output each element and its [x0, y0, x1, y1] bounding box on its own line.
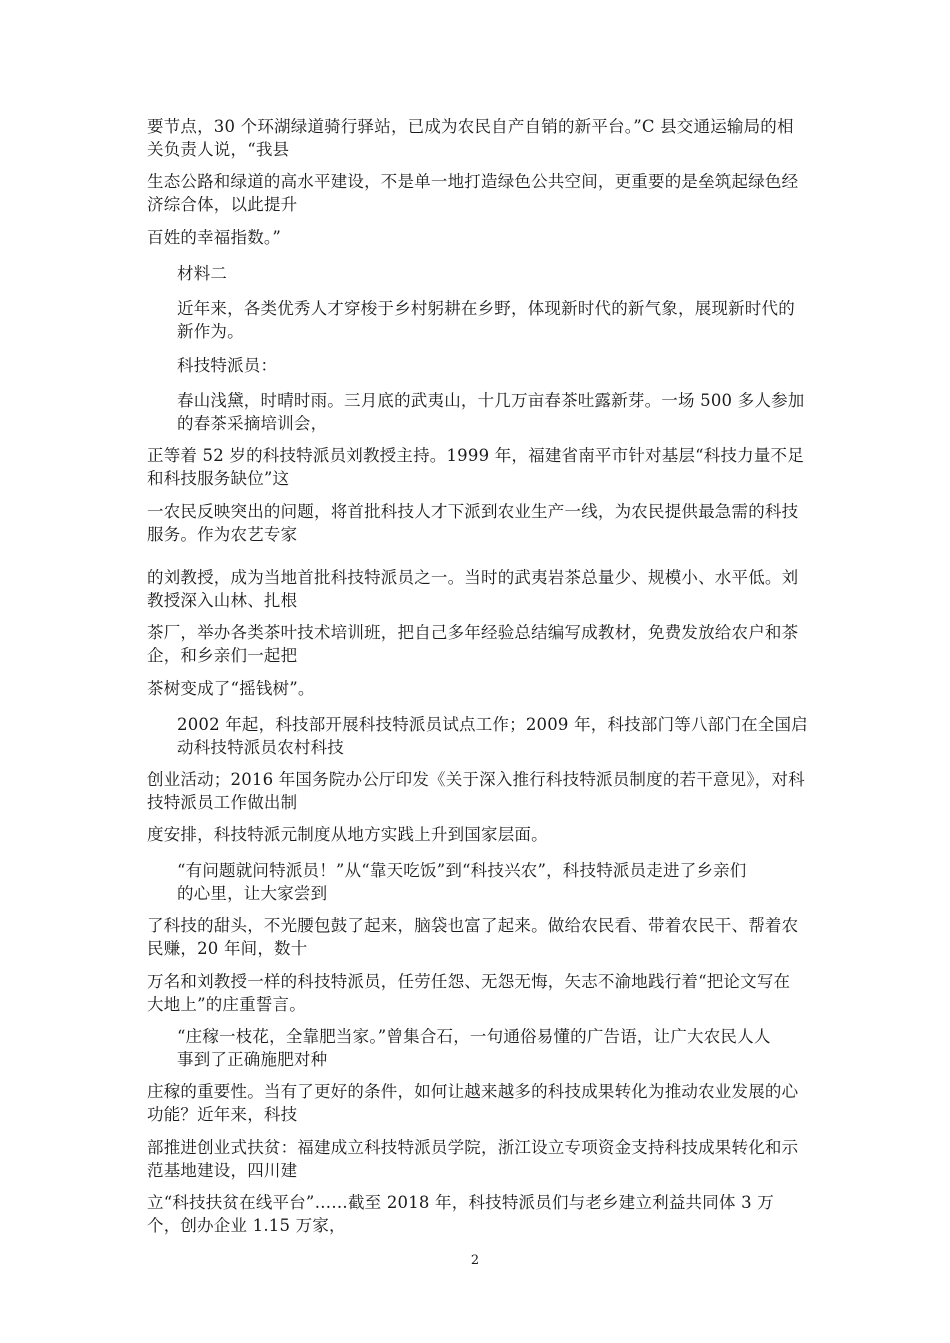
paragraph — [147, 170, 798, 216]
text-line: 教授深入山林、扎根 — [147, 591, 298, 610]
text-line: 范基地建设，四川建 — [147, 1161, 298, 1180]
text-line: 民赚，20 年间，数十 — [147, 939, 308, 958]
text-line: 功能？近年来，科技 — [147, 1105, 298, 1124]
text-line: 关负责人说，“我县 — [147, 140, 290, 159]
paragraph — [177, 389, 804, 435]
text-line: 生态公路和绿道的高水平建设，不是单一地打造绿色公共空间，更重要的是垒筑起绿色经 — [147, 172, 799, 191]
page-number: 2 — [470, 1253, 480, 1268]
text-line: 科技特派员： — [177, 356, 278, 375]
text-line: 动科技特派员农村科技 — [177, 738, 344, 757]
paragraph — [177, 859, 747, 905]
paragraph — [147, 500, 798, 546]
paragraph — [147, 970, 790, 1016]
paragraph — [147, 768, 805, 814]
text-line: “有问题就问特派员！”从“靠天吃饭”到“科技兴农”，科技特派员走进了乡亲们 — [177, 861, 747, 880]
text-line: “庄稼一枝花，全靠肥当家。”曾集合石，一句通俗易懂的广告语，让广大农民人人 — [177, 1027, 771, 1046]
paragraph — [177, 297, 795, 343]
text-line: 技特派员工作做出制 — [147, 793, 298, 812]
paragraph — [147, 444, 804, 490]
paragraph — [147, 1136, 798, 1182]
text-line: 春山浅黛，时晴时雨。三月底的武夷山，十几万亩春茶吐露新芽。一场 500 多人参加 — [177, 391, 805, 410]
paragraph — [147, 566, 798, 612]
text-line: 服务。作为农艺专家 — [147, 525, 298, 544]
paragraph — [147, 1080, 798, 1126]
paragraph — [147, 823, 548, 846]
text-line: 万名和刘教授一样的科技特派员，任劳任怨、无怨无悔，矢志不渝地践行着“把论文写在 — [147, 972, 791, 991]
text-line: 茶树变成了“摇钱树”。 — [147, 679, 315, 698]
text-line: 材料二 — [177, 264, 228, 283]
text-line: 部推进创业式扶贫：福建成立科技特派员学院，浙江设立专项资金支持科技成果转化和示 — [147, 1138, 799, 1157]
text-line: 度安排，科技特派元制度从地方实践上升到国家层面。 — [147, 825, 548, 844]
text-line: 的春茶采摘培训会， — [177, 414, 328, 433]
text-line: 庄稼的重要性。当有了更好的条件，如何让越来越多的科技成果转化为推动农业发展的心 — [147, 1082, 799, 1101]
paragraph — [177, 1025, 771, 1071]
paragraph — [147, 621, 798, 667]
text-line: 的刘教授，成为当地首批科技特派员之一。当时的武夷岩茶总量少、规模小、水平低。刘 — [147, 568, 799, 587]
text-line: 立“科技扶贫在线平台”……截至 2018 年，科技特派员们与老乡建立利益共同体 3 万 — [147, 1193, 774, 1212]
text-line: 和科技服务缺位”这 — [147, 469, 290, 488]
text-line: 百姓的幸福指数。” — [147, 228, 281, 247]
text-line: 个，创办企业 1.15 万家， — [147, 1216, 346, 1235]
paragraph — [147, 677, 315, 700]
paragraph — [177, 713, 808, 759]
text-line: 事到了正确施肥对种 — [177, 1050, 328, 1069]
section-heading — [177, 262, 227, 285]
text-line: 了科技的甜头，不光腰包鼓了起来，脑袋也富了起来。做给农民看、带着农民干、帮着农 — [147, 916, 799, 935]
text-line: 企，和乡亲们一起把 — [147, 646, 298, 665]
text-line: 大地上”的庄重誓言。 — [147, 995, 306, 1014]
text-line: 近年来，各类优秀人才穿梭于乡村躬耕在乡野，体现新时代的新气象，展现新时代的 — [177, 299, 795, 318]
paragraph — [147, 115, 794, 161]
text-line: 要节点，30 个环湖绿道骑行驿站，已成为农民自产自销的新平台。”C 县交通运输局的相 — [147, 117, 794, 136]
paragraph — [147, 914, 798, 960]
text-line: 正等着 52 岁的科技特派员刘教授主持。1999 年，福建省南平市针对基层“科技力量不足 — [147, 446, 804, 465]
text-line: 茶厂，举办各类茶叶技术培训班，把自己多年经验总结编写成教材，免费发放给农户和茶 — [147, 623, 799, 642]
text-line: 一农民反映突出的问题，将首批科技人才下派到农业生产一线，为农民提供最急需的科技 — [147, 502, 799, 521]
text-line: 的心里，让大家尝到 — [177, 884, 328, 903]
paragraph — [147, 226, 281, 249]
text-line: 2002 年起，科技部开展科技特派员试点工作；2009 年，科技部门等八部门在全国启 — [177, 715, 808, 734]
subheading — [177, 354, 277, 377]
text-line: 济综合体，以此提升 — [147, 195, 298, 214]
paragraph — [147, 1191, 774, 1237]
text-line: 创业活动；2016 年国务院办公厅印发《关于深入推行科技特派员制度的若干意见》，对科 — [147, 770, 805, 789]
text-line: 新作为。 — [177, 322, 244, 341]
